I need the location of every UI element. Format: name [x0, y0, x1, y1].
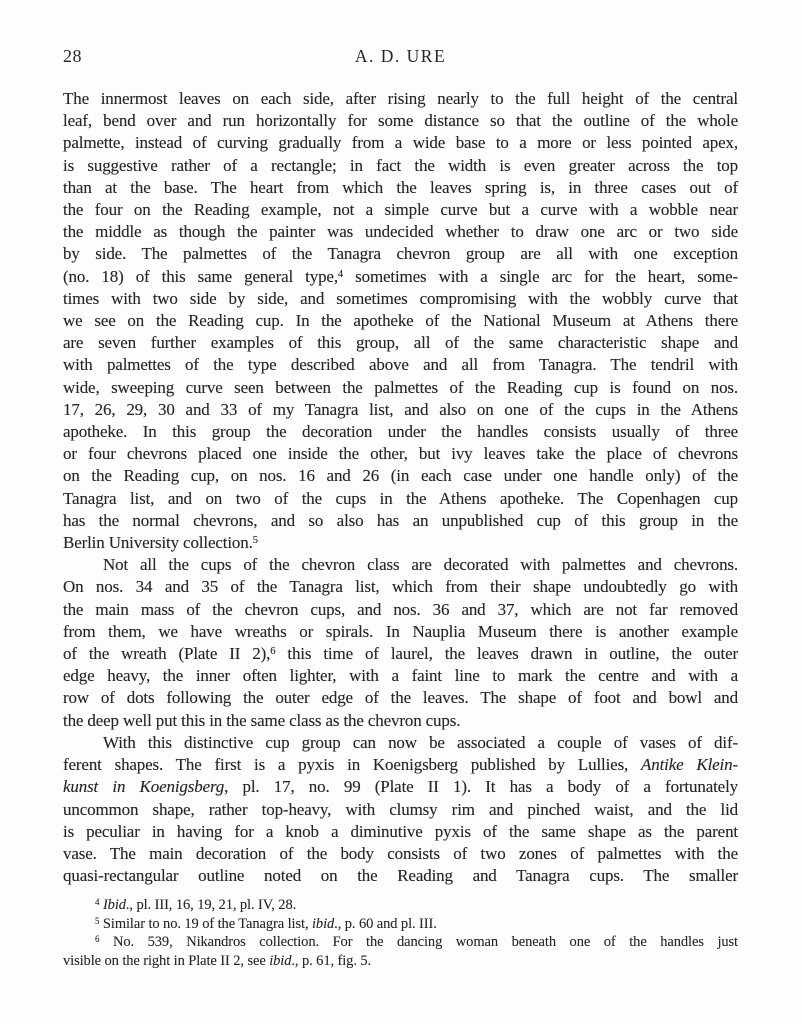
text-segment: vase. The main decoration of the body consists of two zones of palmettes with the: [63, 843, 738, 863]
text-segment: palmette, instead of curving gradually from a wide base to a more or less pointed apex,: [63, 133, 738, 153]
text-line: [63, 843, 738, 865]
italic-text: Antike Klein-: [641, 755, 738, 775]
paragraph: [63, 88, 738, 554]
text-segment: the deep well put this in the same class as the chevron cups.: [63, 710, 461, 730]
text-segment: No. 539, Nikandros collection. For the dancing woman beneath one of the handles just: [99, 934, 738, 951]
text-line: [63, 377, 738, 399]
text-segment: ferent shapes. The first is a pyxis in Koenigsberg published by Lullies,: [63, 755, 642, 775]
text-segment: The innermost leaves on each side, after rising nearly to the full height of the central: [63, 89, 738, 108]
text-segment: or four chevrons placed one inside the other, but ivy leaves take the place of chevrons: [63, 444, 738, 464]
text-segment: quasi-rectangular outline noted on the Reading and Tanagra cups. The smaller: [63, 866, 738, 886]
text-line: [63, 110, 738, 132]
paragraph: [63, 554, 738, 732]
text-segment: are seven further examples of this group, all of the same characteristic shape and: [63, 333, 738, 353]
text-line: [63, 155, 738, 177]
text-segment: is peculiar in having for a knob a diminutive pyxis of the same shape as the parent: [63, 821, 738, 841]
footnote-ref: 6: [95, 934, 100, 945]
text-segment: times with two side by side, and sometimes compromising with the wobbly curve that: [63, 288, 738, 308]
text-segment: this time of laurel, the leaves drawn in outline, the outer: [275, 644, 739, 664]
italic-text: kunst in Koenigsberg: [63, 777, 225, 797]
paragraph: [63, 933, 738, 970]
text-segment: edge heavy, the inner often lighter, with a faint line to mark the centre and with a: [63, 666, 738, 686]
text-segment: Tanagra list, and on two of the cups in the Athens apotheke. The Copenhagen cup: [63, 488, 738, 508]
text-line: [63, 132, 738, 154]
text-line: [63, 599, 738, 621]
text-line: [63, 952, 738, 971]
text-line: [63, 687, 738, 709]
text-line: [63, 332, 738, 354]
text-line: [63, 399, 738, 421]
italic-text: ibid: [269, 952, 292, 969]
text-segment: (no. 18) of this same general type,: [63, 266, 338, 286]
text-line: [63, 177, 738, 199]
paragraph: [63, 915, 738, 934]
running-head-author: A. D. URE: [354, 46, 447, 66]
text-segment: 17, 26, 29, 30 and 33 of my Tanagra list, and also on one of the cups in the Athens: [63, 399, 738, 419]
text-line: [63, 933, 738, 952]
text-line: [63, 776, 738, 798]
text-line: [63, 554, 738, 576]
text-segment: the four on the Reading example, not a simple curve but a curve with a wobble near: [63, 200, 738, 220]
text-segment: With this distinctive cup group can now be associated a couple of vases of dif-: [103, 732, 738, 752]
text-line: [63, 532, 738, 554]
text-segment: ., p. 61, fig. 5.: [291, 952, 372, 969]
footnote-ref: 4: [95, 896, 100, 907]
paragraph: [63, 896, 738, 915]
text-line: [63, 221, 738, 243]
footnotes: [63, 896, 738, 970]
text-segment: has the normal chevrons, and so also has an unpublished cup of this group in the: [63, 510, 738, 530]
page-number: 28: [63, 46, 82, 66]
text-segment: the middle as though the painter was undecided whether to draw one arc or two side: [63, 222, 738, 242]
text-segment: On nos. 34 and 35 of the Tanagra list, which from their shape undoubtedly go with: [63, 577, 738, 597]
text-segment: we see on the Reading cup. In the apotheke of the National Museum at Athens there: [63, 311, 738, 331]
text-segment: from them, we have wreaths or spirals. In Nauplia Museum there is another example: [63, 621, 738, 641]
text-line: [63, 821, 738, 843]
text-line: [63, 88, 738, 110]
text-line: [63, 288, 738, 310]
text-line: [63, 915, 738, 934]
text-segment: by side. The palmettes of the Tanagra chevron group are all with one exception: [63, 244, 738, 264]
text-line: [63, 799, 738, 821]
text-line: [63, 465, 738, 487]
text-line: [63, 576, 738, 598]
footnote-ref: 6: [270, 646, 276, 658]
text-segment: the main mass of the chevron cups, and nos. 36 and 37, which are not far removed: [63, 599, 738, 619]
text-line: [63, 621, 738, 643]
text-line: [63, 199, 738, 221]
footnote-ref: 4: [337, 268, 344, 280]
text-line: [63, 266, 738, 288]
text-segment: , pl. 17, no. 99 (Plate II 1). It has a body of a fortunately: [224, 777, 738, 797]
text-segment: uncommon shape, rather top-heavy, with clumsy rim and pinched waist, and the lid: [63, 799, 738, 819]
text-segment: with palmettes of the type described above and all from Tanagra. The tendril with: [63, 355, 738, 375]
text-segment: than at the base. The heart from which the leaves spring is, in three cases out of: [63, 177, 738, 197]
text-segment: apotheke. In this group the decoration under the handles consists usually of three: [63, 422, 738, 442]
footnote-ref: 5: [95, 915, 100, 926]
text-line: [63, 710, 738, 732]
text-segment: wide, sweeping curve seen between the palmettes of the Reading cup is found on nos.: [63, 377, 738, 397]
text-line: [63, 443, 738, 465]
text-segment: ., p. 60 and pl. III.: [334, 915, 437, 932]
text-line: [63, 310, 738, 332]
italic-text: ibid: [312, 915, 335, 932]
text-line: [63, 896, 738, 915]
text-line: [63, 354, 738, 376]
text-line: [63, 665, 738, 687]
text-segment: of the wreath (Plate II 2),: [63, 644, 271, 664]
text-segment: visible on the right in Plate II 2, see: [63, 952, 270, 969]
text-line: [63, 510, 738, 532]
text-segment: on the Reading cup, on nos. 16 and 26 (in each case under one handle only) of the: [63, 466, 738, 486]
text-segment: is suggestive rather of a rectangle; in fact the width is even greater across the top: [63, 155, 738, 175]
text-segment: Berlin University collection.: [63, 533, 253, 553]
text-segment: sometimes with a single arc for the heart, some-: [343, 266, 739, 286]
text-line: [63, 421, 738, 443]
text-segment: ., pl. III, 16, 19, 21, pl. IV, 28.: [125, 897, 297, 913]
text-segment: leaf, bend over and run horizontally for some distance so that the outline of the whole: [63, 111, 738, 131]
text-line: [63, 732, 738, 754]
body-text: [63, 88, 738, 887]
text-line: [63, 488, 738, 510]
text-segment: Similar to no. 19 of the Tanagra list,: [99, 915, 312, 932]
text-segment: row of dots following the outer edge of the leaves. The shape of foot and bowl and: [63, 688, 738, 708]
text-line: [63, 754, 738, 776]
text-line: [63, 643, 738, 665]
text-line: [63, 865, 738, 887]
text-line: [63, 243, 738, 265]
footnote-ref: 5: [252, 535, 258, 547]
text-segment: Not all the cups of the chevron class are decorated with palmettes and chevrons.: [103, 555, 738, 575]
italic-text: Ibid: [102, 897, 126, 913]
paragraph: [63, 732, 738, 887]
